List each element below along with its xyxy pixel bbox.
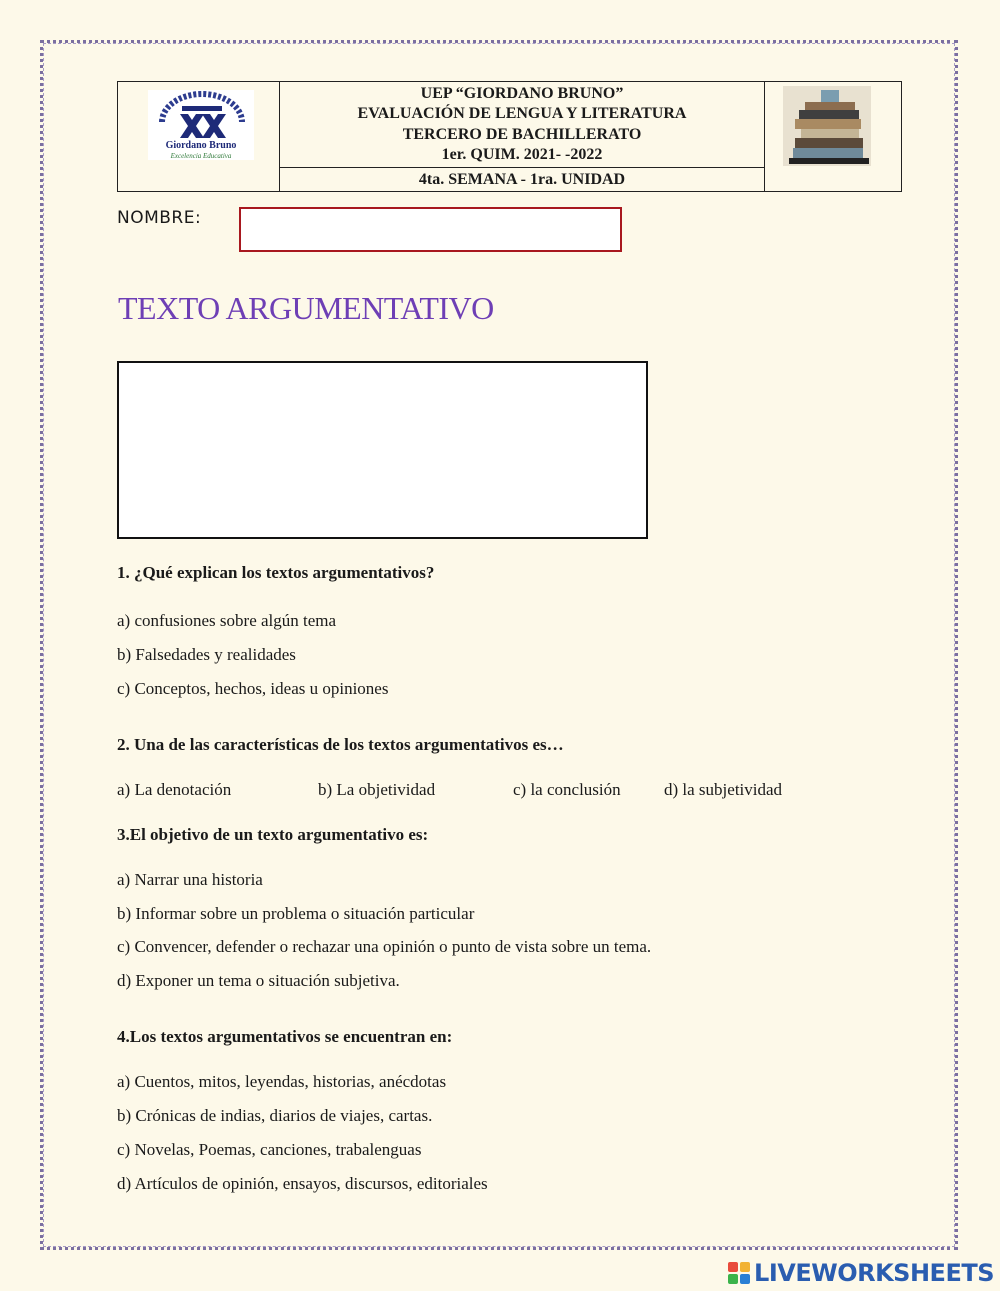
- question-4: 4.Los textos argumentativos se encuentran en:: [117, 1027, 453, 1046]
- header-title-cell: [280, 82, 765, 168]
- logo-text: Giordano Bruno: [165, 140, 237, 151]
- q2-option-d[interactable]: d) la subjetividad: [664, 780, 783, 799]
- question-1: 1. ¿Qué explican los textos argumentativos?: [117, 563, 435, 582]
- q1-option-b[interactable]: b) Falsedades y realidades: [117, 645, 296, 664]
- nombre-label: NOMBRE:: [117, 208, 202, 228]
- liveworksheets-logo-icon: [728, 1262, 750, 1284]
- media-embed-box[interactable]: [117, 361, 648, 539]
- grade-label: TERCERO DE BACHILLERATO: [402, 125, 642, 143]
- school-name: UEP “GIORDANO BRUNO”: [420, 84, 624, 102]
- q3-option-b[interactable]: b) Informar sobre un problema o situación particular: [117, 904, 475, 923]
- q4-option-a[interactable]: a) Cuentos, mitos, leyendas, historias, anécdotas: [117, 1072, 447, 1091]
- q4-option-d[interactable]: d) Artículos de opinión, ensayos, discursos, editoriales: [117, 1174, 488, 1193]
- stacked-books-image: [765, 82, 901, 186]
- school-logo: [118, 82, 279, 186]
- logo-subtext: Excelencia Educativa: [170, 152, 232, 160]
- q4-option-b[interactable]: b) Crónicas de indias, diarios de viajes, cartas.: [117, 1106, 433, 1125]
- q2-option-c[interactable]: c) la conclusión: [513, 780, 621, 799]
- exam-title: EVALUACIÓN DE LENGUA Y LITERATURA: [357, 105, 687, 123]
- q4-option-c[interactable]: c) Novelas, Poemas, canciones, trabalenguas: [117, 1140, 422, 1159]
- books-image-cell: [765, 82, 902, 192]
- liveworksheets-brand[interactable]: [728, 1259, 994, 1287]
- brand-name: LIVEWORKSHEETS: [754, 1259, 994, 1287]
- q3-option-a[interactable]: a) Narrar una historia: [117, 870, 263, 889]
- q3-option-d[interactable]: d) Exponer un tema o situación subjetiva.: [117, 971, 400, 990]
- week-label: 4ta. SEMANA - 1ra. UNIDAD: [280, 168, 765, 192]
- q3-option-c[interactable]: c) Convencer, defender o rechazar una opinión o punto de vista sobre un tema.: [117, 937, 652, 956]
- page-title: TEXTO ARGUMENTATIVO: [118, 290, 494, 326]
- question-2: 2. Una de las características de los textos argumentativos es…: [117, 735, 564, 754]
- q1-option-a[interactable]: a) confusiones sobre algún tema: [117, 611, 337, 630]
- q1-option-c[interactable]: c) Conceptos, hechos, ideas u opiniones: [117, 679, 389, 698]
- nombre-input[interactable]: [239, 207, 622, 252]
- q2-option-a[interactable]: a) La denotación: [117, 780, 232, 799]
- header-table: [117, 81, 902, 192]
- period-label: 1er. QUIM. 2021- -2022: [441, 146, 603, 164]
- school-logo-cell: [118, 82, 280, 192]
- q2-option-b[interactable]: b) La objetividad: [318, 780, 436, 799]
- question-3: 3.El objetivo de un texto argumentativo es:: [117, 825, 429, 844]
